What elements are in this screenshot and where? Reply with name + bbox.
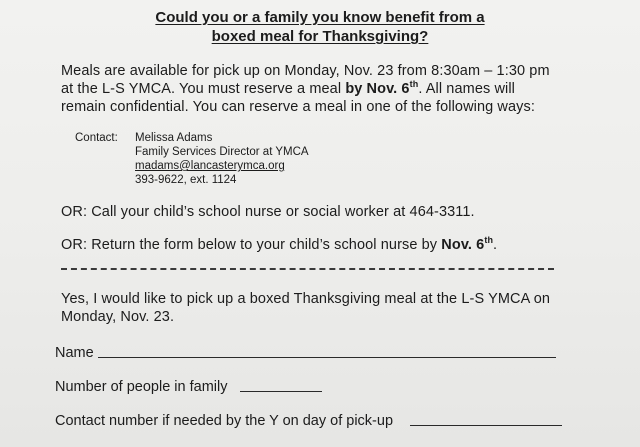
form-deadline-emphasis: Nov. 6th — [441, 235, 494, 253]
contact-phone: 393-9622, ext. 1124 — [135, 174, 237, 186]
option-call-nurse: OR: Call your child’s school nurse or social worker at 464-3311. — [61, 204, 475, 220]
cut-line-divider — [61, 268, 554, 270]
option-return-form: OR: Return the form below to your child’s school nurse by Nov. 6th. — [61, 235, 498, 253]
contact-role: Family Services Director at YMCA — [135, 146, 309, 158]
contact-email-link[interactable]: madams@lancasterymca.org — [135, 160, 285, 172]
people-count-field-label: Number of people in family — [55, 379, 228, 395]
contact-label: Contact: — [75, 132, 118, 144]
page-title-line-1: Could you or a family you know benefit from a — [155, 9, 485, 26]
contact-name: Melissa Adams — [135, 132, 213, 144]
form-statement-line-1: Yes, I would like to pick up a boxed Thanksgiving meal at the L-S YMCA on — [61, 291, 551, 307]
contact-number-field-blank[interactable] — [410, 425, 562, 426]
intro-line-1: Meals are available for pick up on Monday, Nov. 23 from 8:30am – 1:30 pm — [61, 63, 550, 79]
name-field-label: Name — [55, 345, 94, 361]
intro-line-3: remain confidential. You can reserve a meal in one of the following ways: — [61, 99, 535, 115]
form-statement-line-2: Monday, Nov. 23. — [61, 309, 175, 325]
deadline-emphasis: by Nov. 6th — [345, 79, 419, 97]
people-count-field-blank[interactable] — [240, 391, 322, 392]
name-field-blank[interactable] — [98, 357, 556, 358]
intro-line-2: at the L-S YMCA. You must reserve a meal by Nov. 6th. All names will — [61, 79, 515, 97]
page-title-line-2: boxed meal for Thanksgiving? — [211, 28, 429, 45]
contact-number-field-label: Contact number if needed by the Y on day of pick-up — [55, 413, 394, 429]
